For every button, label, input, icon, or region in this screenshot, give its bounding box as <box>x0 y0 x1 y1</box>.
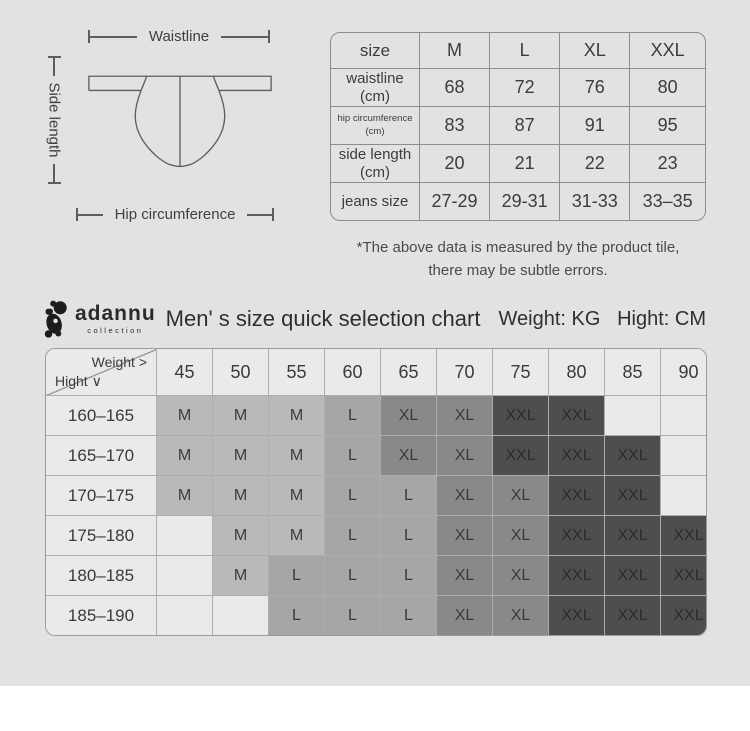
dimension-line <box>78 214 103 216</box>
matrix-cell: XL <box>437 476 493 516</box>
matrix-cell: M <box>269 396 325 436</box>
size-table-frame <box>330 32 706 221</box>
size-table-value: 31-33 <box>560 183 630 221</box>
matrix-cell: XXL <box>549 396 605 436</box>
matrix-cell: L <box>381 476 437 516</box>
side-length-dimension <box>46 56 62 184</box>
matrix-cell: XL <box>437 556 493 596</box>
size-table-row <box>331 183 706 221</box>
matrix-cell: L <box>325 396 381 436</box>
matrix-cell: XXL <box>605 516 661 556</box>
note-line-1: *The above data is measured by the product tile, <box>356 239 680 256</box>
matrix-cell: XL <box>437 596 493 636</box>
dimension-tick <box>48 182 61 184</box>
matrix-cell: L <box>269 596 325 636</box>
size-matrix-frame <box>45 348 707 636</box>
matrix-weight-header: 75 <box>493 349 549 396</box>
dimension-line <box>53 58 55 76</box>
size-table-col-header: XL <box>560 33 630 69</box>
size-table-row <box>331 69 706 107</box>
matrix-corner-height: Hight ∨ <box>55 373 102 389</box>
waistline-dimension <box>88 28 270 45</box>
matrix-cell: XXL <box>605 476 661 516</box>
matrix-cell: XXL <box>661 596 708 636</box>
size-table-col-header: XXL <box>630 33 706 69</box>
matrix-weight-header: 90 <box>661 349 708 396</box>
matrix-cell: XXL <box>549 516 605 556</box>
side-length-label: Side length <box>45 82 63 158</box>
matrix-cell: XXL <box>605 596 661 636</box>
matrix-weight-header: 80 <box>549 349 605 396</box>
matrix-cell <box>157 516 213 556</box>
size-table-value: 68 <box>420 69 490 107</box>
matrix-height-header: 180–185 <box>46 556 157 596</box>
matrix-row <box>46 396 708 436</box>
size-table-value: 95 <box>630 107 706 145</box>
matrix-cell <box>605 396 661 436</box>
size-table-value: 76 <box>560 69 630 107</box>
matrix-cell: XXL <box>493 396 549 436</box>
dimension-line <box>90 36 137 38</box>
brand-block <box>75 303 156 335</box>
matrix-cell: XL <box>437 436 493 476</box>
matrix-weight-header: 70 <box>437 349 493 396</box>
chart-title: Men' s size quick selection chart <box>165 306 481 331</box>
units-label: Weight: KG Hight: CM <box>498 307 706 330</box>
matrix-cell <box>661 436 708 476</box>
matrix-cell: M <box>213 556 269 596</box>
size-table-value: 33–35 <box>630 183 706 221</box>
matrix-weight-header: 60 <box>325 349 381 396</box>
brand-subtitle: collection <box>87 326 144 335</box>
matrix-cell: XXL <box>605 556 661 596</box>
matrix-cell: L <box>325 596 381 636</box>
size-table <box>330 32 706 221</box>
matrix-weight-header: 55 <box>269 349 325 396</box>
size-table-corner: size <box>331 33 420 69</box>
matrix-cell: XXL <box>661 516 708 556</box>
matrix-height-header: 165–170 <box>46 436 157 476</box>
size-table-value: 20 <box>420 145 490 183</box>
matrix-cell: XXL <box>549 436 605 476</box>
chart-header <box>42 296 706 342</box>
brand-name: adannu <box>75 302 156 325</box>
waistline-label: Waistline <box>148 28 210 45</box>
matrix-height-header: 170–175 <box>46 476 157 516</box>
side-length-label-wrap <box>46 76 62 164</box>
matrix-cell <box>157 596 213 636</box>
size-table-row-label: waistline (cm) <box>331 69 420 107</box>
matrix-cell: XL <box>493 556 549 596</box>
size-table-value: 22 <box>560 145 630 183</box>
matrix-row <box>46 596 708 636</box>
matrix-cell: XL <box>437 516 493 556</box>
matrix-cell: M <box>269 476 325 516</box>
matrix-cell: L <box>381 596 437 636</box>
matrix-row <box>46 516 708 556</box>
dimension-line <box>53 164 55 182</box>
matrix-cell <box>213 596 269 636</box>
size-table-value: 83 <box>420 107 490 145</box>
matrix-cell: L <box>381 556 437 596</box>
matrix-cell: L <box>325 476 381 516</box>
size-table-value: 29-31 <box>490 183 560 221</box>
size-table-value: 91 <box>560 107 630 145</box>
matrix-corner-weight: Weight > <box>91 354 147 370</box>
size-table-row <box>331 145 706 183</box>
matrix-cell <box>661 396 708 436</box>
size-table-row-sublabel: (cm) <box>360 87 390 105</box>
note-line-2: there may be subtle errors. <box>428 261 608 279</box>
matrix-row <box>46 556 708 596</box>
dimension-tick <box>272 208 274 221</box>
matrix-cell <box>157 556 213 596</box>
measurement-note <box>330 237 706 282</box>
size-table-col-header: M <box>420 33 490 69</box>
matrix-cell: XL <box>381 396 437 436</box>
matrix-height-header: 175–180 <box>46 516 157 556</box>
size-table-row-label: side length (cm) <box>331 145 420 183</box>
brand-icon <box>42 299 70 339</box>
matrix-cell: XL <box>437 396 493 436</box>
matrix-corner-cell <box>46 349 157 396</box>
size-table-row-sublabel: (cm) <box>360 163 390 181</box>
measurements-area <box>330 32 706 282</box>
matrix-cell: XL <box>493 476 549 516</box>
matrix-cell: M <box>157 436 213 476</box>
matrix-cell: M <box>213 436 269 476</box>
matrix-cell: XXL <box>661 556 708 596</box>
matrix-cell: M <box>157 396 213 436</box>
size-table-value: 21 <box>490 145 560 183</box>
size-table-value: 87 <box>490 107 560 145</box>
matrix-cell: L <box>325 516 381 556</box>
size-table-row-sublabel: (cm) <box>365 125 385 137</box>
size-table-header-row <box>331 33 706 69</box>
matrix-cell: M <box>269 436 325 476</box>
matrix-cell: XXL <box>549 476 605 516</box>
dimension-tick <box>268 30 270 43</box>
matrix-cell: XXL <box>549 596 605 636</box>
matrix-cell: M <box>269 516 325 556</box>
matrix-cell <box>661 476 708 516</box>
size-table-col-header: L <box>490 33 560 69</box>
matrix-cell: XXL <box>605 436 661 476</box>
matrix-height-header: 185–190 <box>46 596 157 636</box>
matrix-cell: XL <box>381 436 437 476</box>
garment-diagram <box>10 18 315 233</box>
matrix-cell: L <box>381 516 437 556</box>
matrix-weight-header: 50 <box>213 349 269 396</box>
matrix-cell: M <box>213 396 269 436</box>
matrix-cell: XXL <box>493 436 549 476</box>
matrix-weight-header: 65 <box>381 349 437 396</box>
matrix-weight-header: 45 <box>157 349 213 396</box>
size-table-row <box>331 107 706 145</box>
size-table-value: 80 <box>630 69 706 107</box>
matrix-weight-header: 85 <box>605 349 661 396</box>
matrix-cell: XL <box>493 516 549 556</box>
size-matrix-table <box>45 348 707 636</box>
underwear-drawing <box>85 62 275 174</box>
size-table-row-label: jeans size <box>331 183 420 221</box>
matrix-cell: L <box>325 556 381 596</box>
matrix-cell: XL <box>493 596 549 636</box>
matrix-row <box>46 476 708 516</box>
matrix-cell: M <box>157 476 213 516</box>
dimension-line <box>221 36 268 38</box>
matrix-header-row <box>46 349 708 396</box>
matrix-cell: L <box>325 436 381 476</box>
matrix-cell: M <box>213 516 269 556</box>
matrix-height-header: 160–165 <box>46 396 157 436</box>
dimension-line <box>247 214 272 216</box>
size-table-row-label: hip circumference (cm) <box>331 107 420 145</box>
size-table-value: 72 <box>490 69 560 107</box>
matrix-cell: L <box>269 556 325 596</box>
hip-label: Hip circumference <box>114 206 236 223</box>
matrix-cell: M <box>213 476 269 516</box>
hip-dimension <box>76 206 274 223</box>
matrix-cell: XXL <box>549 556 605 596</box>
size-table-value: 23 <box>630 145 706 183</box>
matrix-row <box>46 436 708 476</box>
size-table-value: 27-29 <box>420 183 490 221</box>
